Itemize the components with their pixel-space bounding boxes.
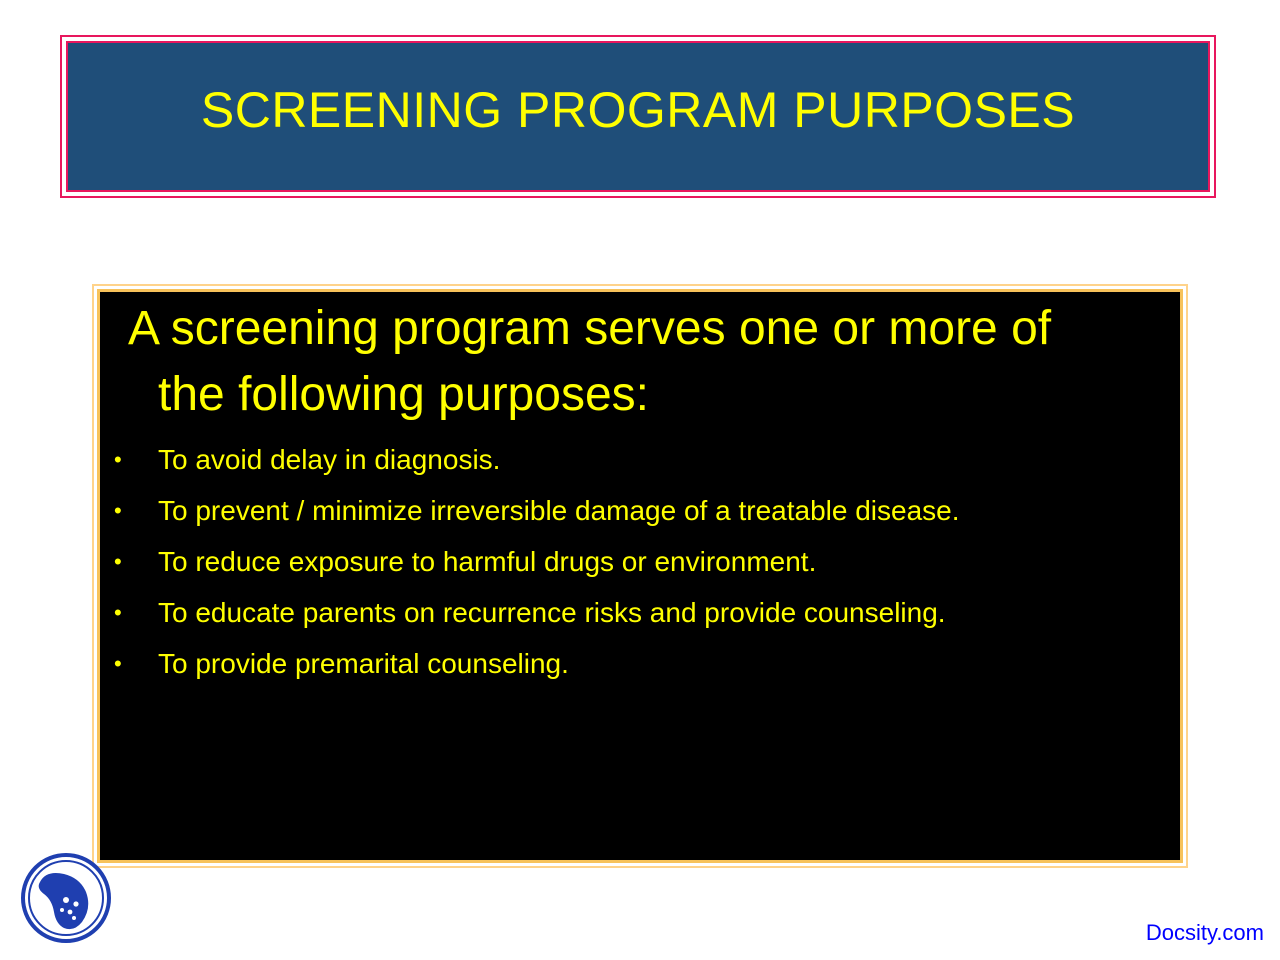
docsity-watermark[interactable]: Docsity.com	[1145, 920, 1264, 945]
lead-line-1: A screening program serves one or more of	[128, 302, 1052, 355]
lead-text	[128, 296, 1168, 428]
bullet-icon: •	[114, 600, 122, 625]
bullet-text: To prevent / minimize irreversible damage of a treatable disease.	[158, 495, 960, 526]
list-item	[100, 644, 1180, 695]
bullet-icon: •	[114, 651, 122, 676]
bullet-icon: •	[114, 498, 122, 523]
bullet-text: To provide premarital counseling.	[158, 648, 569, 679]
docsity-logo-icon[interactable]	[20, 852, 112, 944]
bullet-text: To reduce exposure to harmful drugs or environment.	[158, 546, 817, 577]
title-frame	[60, 35, 1216, 198]
title-banner	[66, 41, 1210, 192]
content-panel	[97, 289, 1183, 863]
bullet-icon: •	[114, 447, 122, 472]
bullet-text: To educate parents on recurrence risks and provide counseling.	[158, 597, 946, 628]
list-item	[100, 542, 1180, 593]
bullet-list	[100, 440, 1180, 695]
list-item	[100, 491, 1180, 542]
slide-title: SCREENING PROGRAM PURPOSES	[200, 81, 1076, 138]
bullet-icon: •	[114, 549, 122, 574]
list-item	[100, 440, 1180, 491]
bullet-text: To avoid delay in diagnosis.	[158, 444, 501, 475]
lead-line-2: the following purposes:	[158, 368, 649, 421]
content-frame	[92, 284, 1188, 868]
list-item	[100, 593, 1180, 644]
